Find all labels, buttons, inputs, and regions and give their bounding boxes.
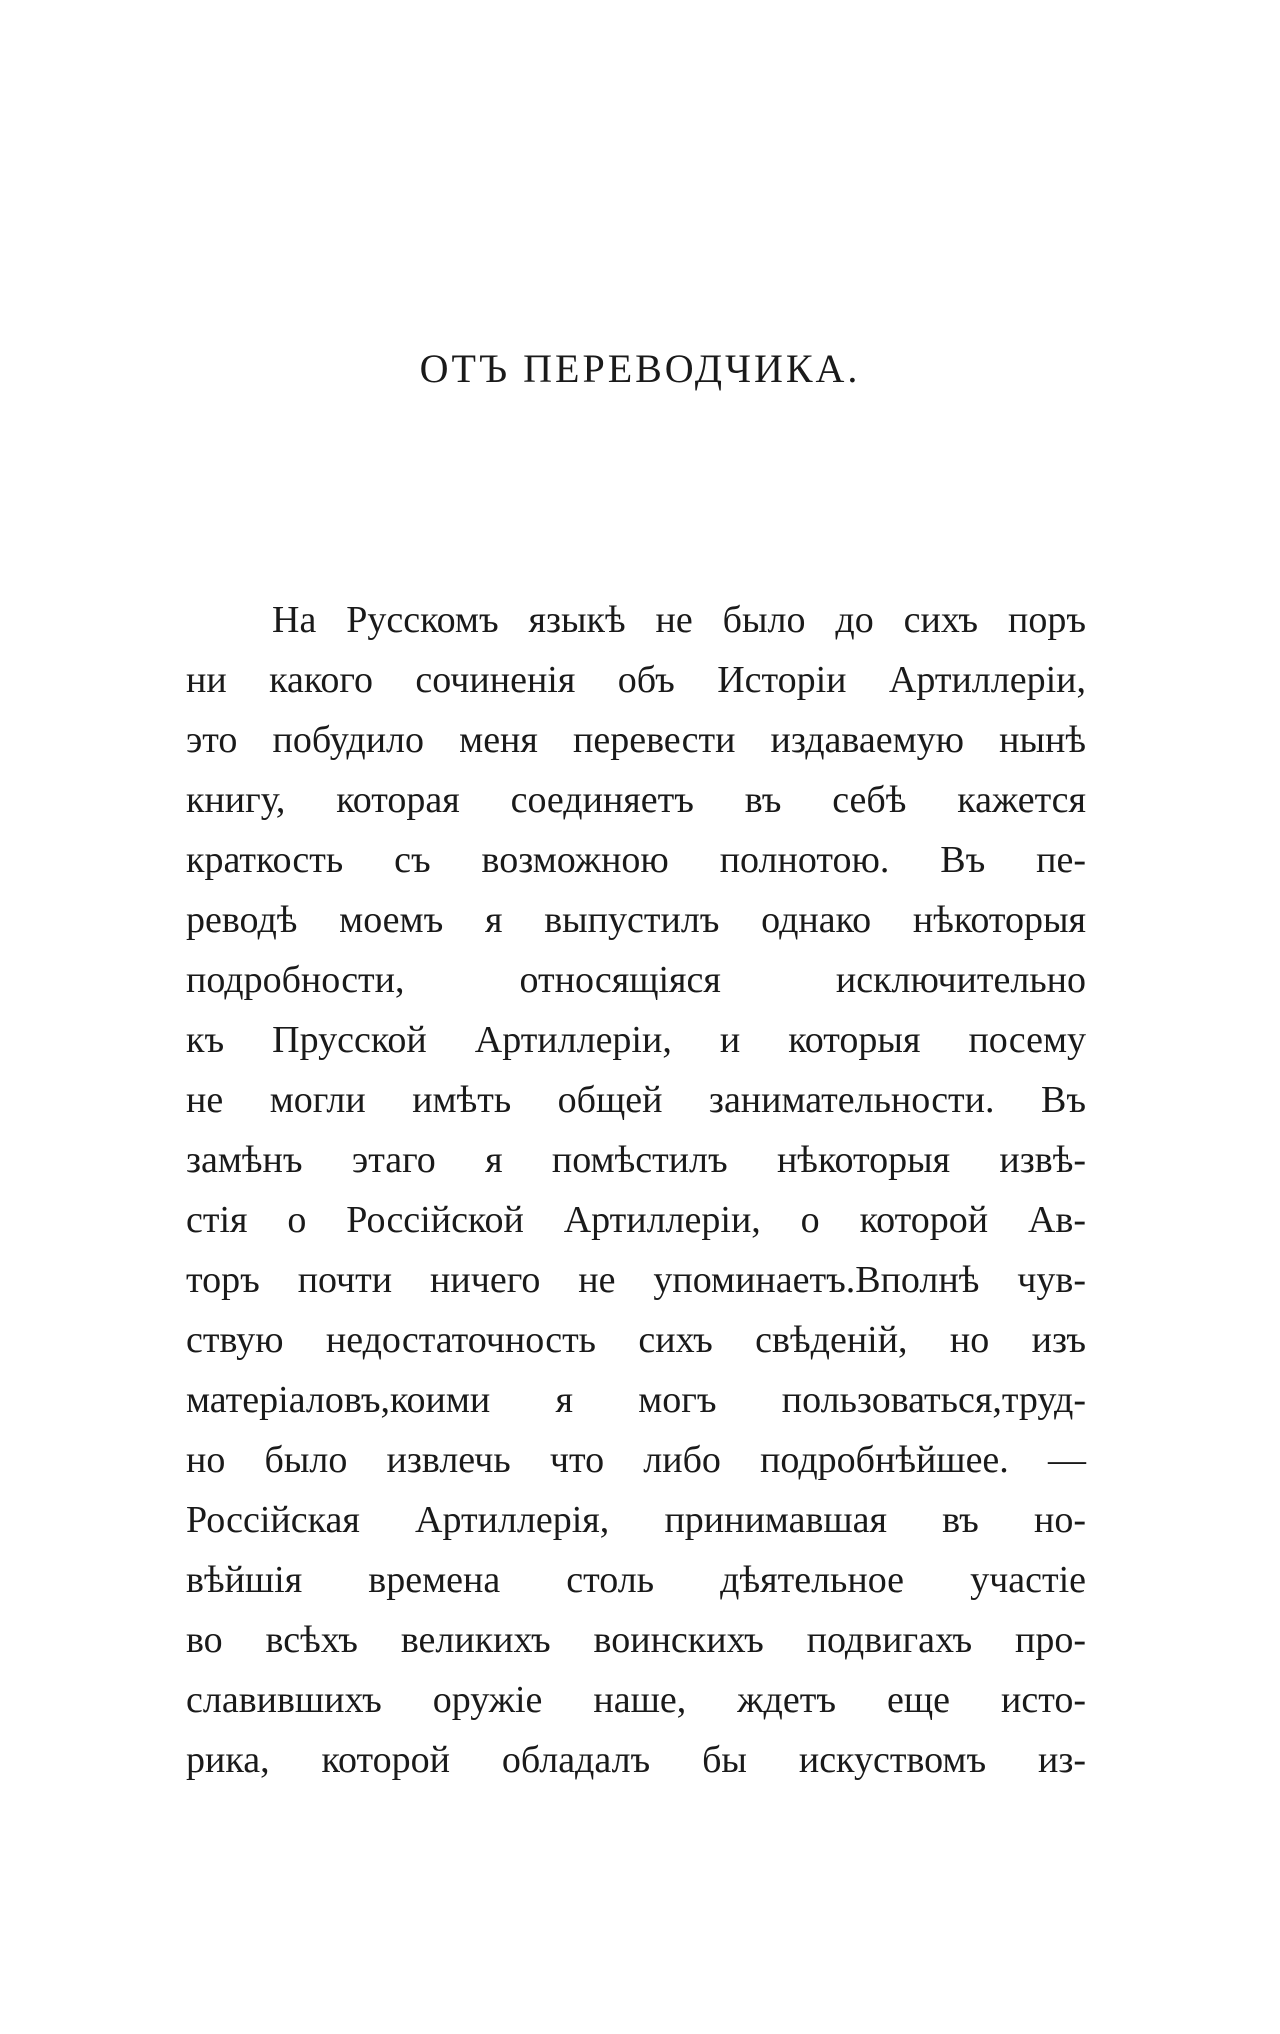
text-line: стія о Россійской Артиллеріи, о которой Ав- (186, 1199, 1086, 1241)
text-line: ствую недостаточность сихъ свѣденій, но изъ (186, 1319, 1086, 1361)
text-line: не могли имѣть общей занимательности. Въ (186, 1079, 1086, 1121)
text-line: матеріаловъ,коими я могъ пользоваться,труд- (186, 1379, 1086, 1421)
text-line: рика, которой обладалъ бы искуствомъ из- (186, 1739, 1086, 1781)
text-line: это побудило меня перевести издаваемую нынѣ (186, 719, 1086, 761)
text-line: реводѣ моемъ я выпустилъ однако нѣкоторыя (186, 899, 1086, 941)
text-line: На Русскомъ языкѣ не было до сихъ поръ (272, 599, 1086, 641)
text-line: краткость съ возможною полнотою. Въ пе- (186, 839, 1086, 881)
text-line: торъ почти ничего не упоминаетъ.Вполнѣ чув- (186, 1259, 1086, 1301)
text-line: ни какого сочиненія объ Исторіи Артиллеріи, (186, 659, 1086, 701)
text-line: Россійская Артиллерія, принимавшая въ но- (186, 1499, 1086, 1541)
text-line: къ Прусской Артиллеріи, и которыя посему (186, 1019, 1086, 1061)
text-line: замѣнъ этаго я помѣстилъ нѣкоторыя извѣ- (186, 1139, 1086, 1181)
text-line: книгу, которая соединяетъ въ себѣ кажется (186, 779, 1086, 821)
text-line: но было извлечь что либо подробнѣйшее. — (186, 1439, 1086, 1481)
text-line: подробности, относящіяся исключительно (186, 959, 1086, 1001)
text-line: вѣйшія времена столь дѣятельное участіе (186, 1559, 1086, 1601)
page-heading: ОТЪ ПЕРЕВОДЧИКА. (419, 346, 861, 391)
text-line: славившихъ оружіе наше, ждетъ еще исто- (186, 1679, 1086, 1721)
text-line: во всѣхъ великихъ воинскихъ подвигахъ про- (186, 1619, 1086, 1661)
body-paragraph (186, 590, 1086, 1790)
